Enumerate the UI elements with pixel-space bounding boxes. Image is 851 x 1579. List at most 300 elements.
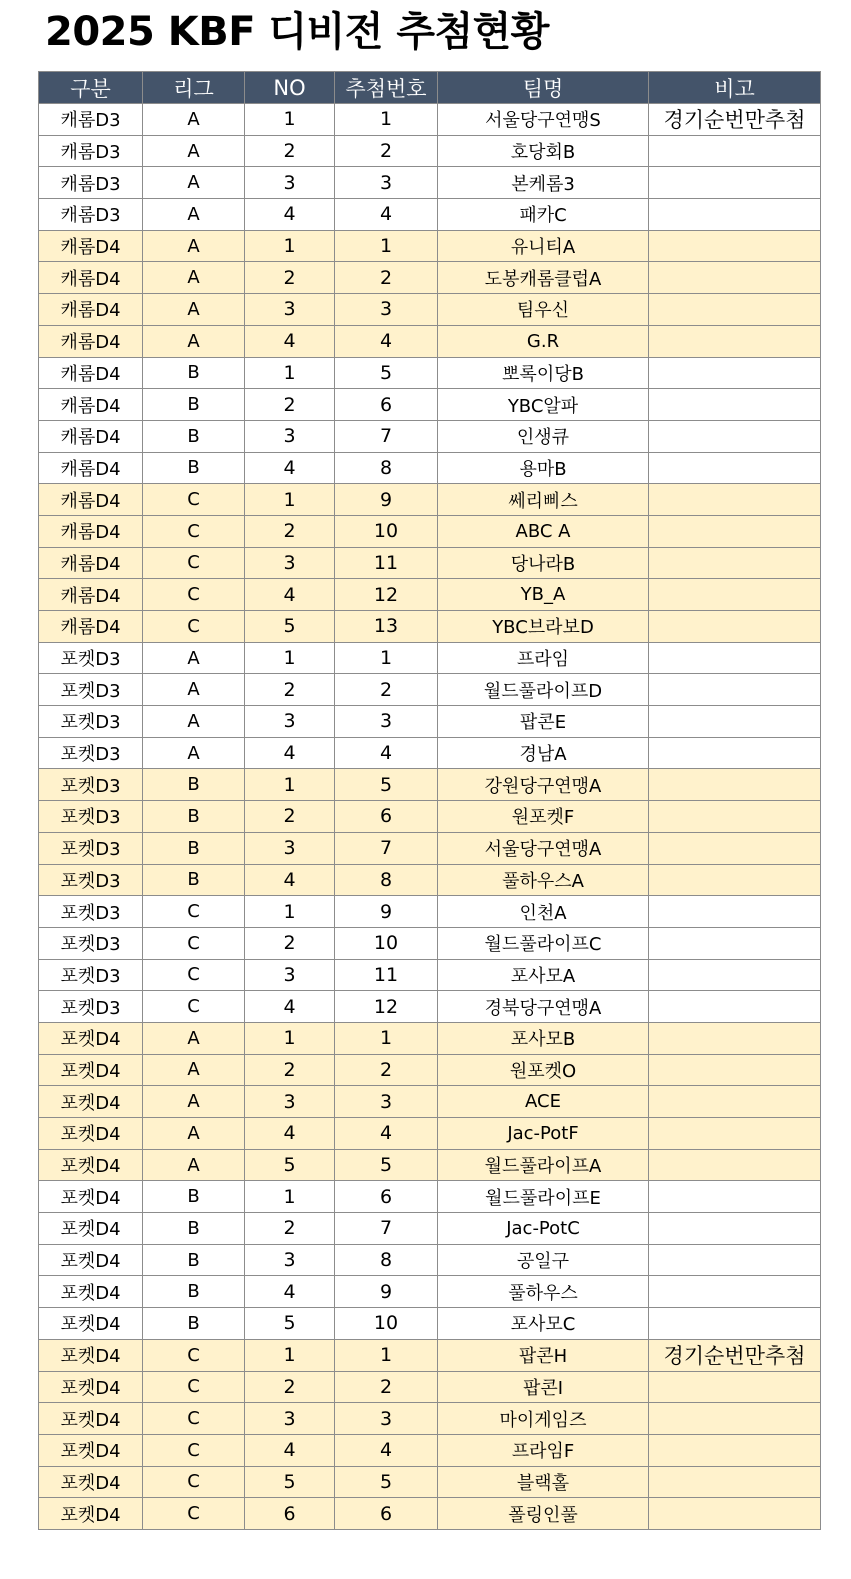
cell-division: 캐롬D4 [39, 579, 143, 611]
cell-league: B [143, 1244, 245, 1276]
table-row [39, 1308, 821, 1340]
cell-note [649, 1276, 821, 1308]
table-row [39, 1054, 821, 1086]
cell-draw-number: 3 [335, 294, 438, 326]
table-row [39, 991, 821, 1023]
cell-league: C [143, 1498, 245, 1530]
cell-team-name: 풀하우스 [438, 1276, 649, 1308]
table-row [39, 262, 821, 294]
table-row [39, 611, 821, 643]
cell-team-name: YB_A [438, 579, 649, 611]
cell-team-name: 경남A [438, 737, 649, 769]
table-row [39, 1498, 821, 1530]
cell-league: C [143, 484, 245, 516]
cell-no: 2 [245, 674, 335, 706]
cell-league: A [143, 294, 245, 326]
cell-team-name: 팝콘H [438, 1339, 649, 1371]
cell-note [649, 1118, 821, 1150]
cell-note [649, 325, 821, 357]
page-title: 2025 KBF 디비전 추첨현황 [45, 9, 549, 55]
table-row [39, 135, 821, 167]
cell-league: C [143, 1466, 245, 1498]
cell-note [649, 135, 821, 167]
cell-team-name: 유니티A [438, 230, 649, 262]
table-row [39, 1466, 821, 1498]
cell-no: 5 [245, 1466, 335, 1498]
cell-note [649, 1308, 821, 1340]
header-division: 구분 [39, 72, 143, 104]
cell-division: 포켓D4 [39, 1276, 143, 1308]
cell-note [649, 484, 821, 516]
table-row [39, 420, 821, 452]
cell-no: 4 [245, 737, 335, 769]
table-row [39, 832, 821, 864]
cell-draw-number: 5 [335, 769, 438, 801]
cell-note [649, 294, 821, 326]
cell-note [649, 611, 821, 643]
cell-note [649, 1403, 821, 1435]
cell-team-name: ABC A [438, 515, 649, 547]
cell-draw-number: 4 [335, 1118, 438, 1150]
cell-draw-number: 5 [335, 357, 438, 389]
cell-team-name: 서울당구연맹A [438, 832, 649, 864]
cell-no: 5 [245, 611, 335, 643]
cell-no: 1 [245, 769, 335, 801]
cell-draw-number: 9 [335, 1276, 438, 1308]
cell-draw-number: 2 [335, 674, 438, 706]
cell-league: C [143, 611, 245, 643]
cell-draw-number: 10 [335, 927, 438, 959]
cell-division: 포켓D3 [39, 769, 143, 801]
cell-note [649, 357, 821, 389]
cell-draw-number: 6 [335, 389, 438, 421]
cell-team-name: ACE [438, 1086, 649, 1118]
cell-team-name: 당나라B [438, 547, 649, 579]
cell-draw-number: 4 [335, 325, 438, 357]
cell-draw-number: 4 [335, 737, 438, 769]
header-team-name: 팀명 [438, 72, 649, 104]
cell-draw-number: 5 [335, 1466, 438, 1498]
cell-no: 3 [245, 1244, 335, 1276]
cell-league: C [143, 959, 245, 991]
cell-no: 3 [245, 832, 335, 864]
table-row [39, 1403, 821, 1435]
cell-division: 포켓D3 [39, 991, 143, 1023]
cell-draw-number: 13 [335, 611, 438, 643]
cell-team-name: YBC브라보D [438, 611, 649, 643]
cell-no: 2 [245, 515, 335, 547]
table-row [39, 1276, 821, 1308]
cell-no: 1 [245, 642, 335, 674]
cell-team-name: 쎄리삐스 [438, 484, 649, 516]
cell-team-name: 서울당구연맹S [438, 104, 649, 136]
cell-team-name: 포사모B [438, 1022, 649, 1054]
cell-draw-number: 11 [335, 547, 438, 579]
cell-division: 포켓D4 [39, 1213, 143, 1245]
cell-team-name: 팝콘E [438, 706, 649, 738]
cell-league: B [143, 801, 245, 833]
cell-division: 포켓D3 [39, 674, 143, 706]
cell-note [649, 1244, 821, 1276]
cell-league: B [143, 357, 245, 389]
cell-league: C [143, 896, 245, 928]
table-row [39, 896, 821, 928]
cell-division: 포켓D3 [39, 927, 143, 959]
cell-note [649, 515, 821, 547]
cell-note [649, 1181, 821, 1213]
cell-team-name: 용마B [438, 452, 649, 484]
table-body [39, 104, 821, 1530]
cell-draw-number: 10 [335, 515, 438, 547]
cell-division: 캐롬D4 [39, 262, 143, 294]
cell-team-name: 월드풀라이프C [438, 927, 649, 959]
cell-no: 1 [245, 230, 335, 262]
cell-note [649, 547, 821, 579]
cell-note [649, 579, 821, 611]
cell-division: 포켓D3 [39, 864, 143, 896]
cell-no: 2 [245, 801, 335, 833]
table-row [39, 167, 821, 199]
cell-no: 3 [245, 294, 335, 326]
cell-team-name: 마이게임즈 [438, 1403, 649, 1435]
cell-note [649, 452, 821, 484]
cell-league: A [143, 325, 245, 357]
cell-division: 포켓D3 [39, 832, 143, 864]
table-row [39, 389, 821, 421]
cell-note: 경기순번만추첨 [649, 1339, 821, 1371]
cell-league: B [143, 452, 245, 484]
cell-note [649, 1371, 821, 1403]
cell-note [649, 420, 821, 452]
cell-note [649, 991, 821, 1023]
cell-draw-number: 1 [335, 104, 438, 136]
cell-division: 캐롬D3 [39, 135, 143, 167]
cell-division: 캐롬D4 [39, 452, 143, 484]
cell-note [649, 959, 821, 991]
cell-no: 1 [245, 1022, 335, 1054]
cell-division: 포켓D3 [39, 801, 143, 833]
cell-no: 4 [245, 579, 335, 611]
cell-note [649, 864, 821, 896]
cell-league: A [143, 1054, 245, 1086]
cell-note [649, 1054, 821, 1086]
cell-note [649, 1466, 821, 1498]
cell-division: 포켓D4 [39, 1054, 143, 1086]
cell-league: A [143, 706, 245, 738]
cell-league: C [143, 1339, 245, 1371]
table-row [39, 642, 821, 674]
table-row [39, 1371, 821, 1403]
cell-division: 포켓D4 [39, 1149, 143, 1181]
cell-team-name: 공일구 [438, 1244, 649, 1276]
table-row [39, 1213, 821, 1245]
table-row [39, 104, 821, 136]
cell-team-name: 강원당구연맹A [438, 769, 649, 801]
cell-league: B [143, 1181, 245, 1213]
cell-division: 캐롬D4 [39, 389, 143, 421]
table-row [39, 325, 821, 357]
table-row [39, 515, 821, 547]
cell-league: C [143, 927, 245, 959]
cell-no: 4 [245, 325, 335, 357]
cell-league: A [143, 642, 245, 674]
cell-no: 1 [245, 484, 335, 516]
cell-division: 캐롬D4 [39, 294, 143, 326]
cell-no: 3 [245, 547, 335, 579]
table-row [39, 452, 821, 484]
cell-league: B [143, 420, 245, 452]
cell-league: B [143, 864, 245, 896]
cell-no: 4 [245, 452, 335, 484]
cell-no: 3 [245, 1086, 335, 1118]
cell-no: 2 [245, 1371, 335, 1403]
cell-division: 포켓D4 [39, 1118, 143, 1150]
cell-league: A [143, 104, 245, 136]
table-row [39, 864, 821, 896]
cell-draw-number: 11 [335, 959, 438, 991]
cell-team-name: 뽀록이당B [438, 357, 649, 389]
cell-division: 포켓D4 [39, 1339, 143, 1371]
table-row [39, 199, 821, 231]
cell-division: 포켓D3 [39, 706, 143, 738]
cell-league: A [143, 737, 245, 769]
cell-team-name: Jac-PotF [438, 1118, 649, 1150]
table-row [39, 1244, 821, 1276]
cell-note [649, 167, 821, 199]
cell-team-name: 월드풀라이프E [438, 1181, 649, 1213]
cell-draw-number: 4 [335, 1434, 438, 1466]
cell-draw-number: 2 [335, 135, 438, 167]
cell-draw-number: 12 [335, 991, 438, 1023]
header-draw-number: 추첨번호 [335, 72, 438, 104]
table-row [39, 1086, 821, 1118]
cell-no: 3 [245, 420, 335, 452]
cell-draw-number: 8 [335, 452, 438, 484]
cell-draw-number: 1 [335, 1339, 438, 1371]
cell-team-name: 원포켓F [438, 801, 649, 833]
cell-no: 4 [245, 1276, 335, 1308]
cell-draw-number: 3 [335, 706, 438, 738]
cell-division: 캐롬D4 [39, 515, 143, 547]
cell-no: 2 [245, 389, 335, 421]
cell-league: A [143, 1149, 245, 1181]
cell-note: 경기순번만추첨 [649, 104, 821, 136]
table-row [39, 1339, 821, 1371]
table-row [39, 737, 821, 769]
table-row [39, 579, 821, 611]
cell-team-name: 폴링인풀 [438, 1498, 649, 1530]
cell-division: 캐롬D3 [39, 167, 143, 199]
cell-team-name: 월드풀라이프A [438, 1149, 649, 1181]
cell-no: 2 [245, 135, 335, 167]
cell-no: 5 [245, 1149, 335, 1181]
cell-note [649, 230, 821, 262]
cell-division: 포켓D4 [39, 1086, 143, 1118]
header-no: NO [245, 72, 335, 104]
cell-team-name: 경북당구연맹A [438, 991, 649, 1023]
table-row [39, 1149, 821, 1181]
cell-no: 1 [245, 104, 335, 136]
table-row [39, 1118, 821, 1150]
cell-draw-number: 9 [335, 896, 438, 928]
cell-league: B [143, 769, 245, 801]
cell-note [649, 801, 821, 833]
cell-division: 포켓D4 [39, 1403, 143, 1435]
cell-note [649, 674, 821, 706]
cell-team-name: G.R [438, 325, 649, 357]
cell-team-name: YBC알파 [438, 389, 649, 421]
cell-team-name: 인생큐 [438, 420, 649, 452]
cell-draw-number: 6 [335, 1498, 438, 1530]
cell-league: C [143, 515, 245, 547]
cell-note [649, 1498, 821, 1530]
cell-league: A [143, 230, 245, 262]
cell-division: 포켓D4 [39, 1244, 143, 1276]
cell-note [649, 1149, 821, 1181]
cell-division: 포켓D3 [39, 737, 143, 769]
cell-league: B [143, 389, 245, 421]
cell-no: 1 [245, 1339, 335, 1371]
cell-league: B [143, 1213, 245, 1245]
header-row [39, 72, 821, 104]
cell-team-name: 인천A [438, 896, 649, 928]
cell-draw-number: 6 [335, 801, 438, 833]
cell-division: 캐롬D3 [39, 199, 143, 231]
cell-no: 4 [245, 864, 335, 896]
cell-league: A [143, 1022, 245, 1054]
table-row [39, 706, 821, 738]
cell-draw-number: 10 [335, 1308, 438, 1340]
cell-team-name: 포사모A [438, 959, 649, 991]
cell-note [649, 896, 821, 928]
cell-team-name: 풀하우스A [438, 864, 649, 896]
cell-division: 포켓D3 [39, 642, 143, 674]
cell-no: 1 [245, 896, 335, 928]
cell-division: 캐롬D4 [39, 230, 143, 262]
cell-draw-number: 2 [335, 1371, 438, 1403]
cell-league: A [143, 135, 245, 167]
cell-division: 포켓D3 [39, 896, 143, 928]
cell-draw-number: 3 [335, 1086, 438, 1118]
cell-team-name: 프라임F [438, 1434, 649, 1466]
cell-division: 포켓D3 [39, 959, 143, 991]
cell-draw-number: 6 [335, 1181, 438, 1213]
cell-league: A [143, 167, 245, 199]
cell-league: C [143, 579, 245, 611]
cell-no: 4 [245, 1434, 335, 1466]
table-row [39, 484, 821, 516]
table-row [39, 674, 821, 706]
cell-note [649, 769, 821, 801]
cell-draw-number: 8 [335, 1244, 438, 1276]
cell-league: A [143, 1118, 245, 1150]
cell-draw-number: 5 [335, 1149, 438, 1181]
cell-note [649, 832, 821, 864]
cell-no: 6 [245, 1498, 335, 1530]
cell-no: 2 [245, 1213, 335, 1245]
cell-draw-number: 1 [335, 230, 438, 262]
cell-division: 캐롬D4 [39, 325, 143, 357]
cell-division: 포켓D4 [39, 1434, 143, 1466]
cell-division: 캐롬D4 [39, 547, 143, 579]
cell-division: 캐롬D4 [39, 484, 143, 516]
cell-draw-number: 1 [335, 642, 438, 674]
cell-team-name: 팝콘I [438, 1371, 649, 1403]
cell-league: A [143, 674, 245, 706]
cell-no: 3 [245, 167, 335, 199]
cell-draw-number: 7 [335, 420, 438, 452]
cell-division: 캐롬D4 [39, 357, 143, 389]
cell-draw-number: 2 [335, 1054, 438, 1086]
cell-league: B [143, 1276, 245, 1308]
cell-division: 포켓D4 [39, 1308, 143, 1340]
cell-no: 4 [245, 1118, 335, 1150]
cell-no: 3 [245, 959, 335, 991]
cell-league: A [143, 1086, 245, 1118]
cell-draw-number: 1 [335, 1022, 438, 1054]
cell-league: C [143, 547, 245, 579]
cell-no: 5 [245, 1308, 335, 1340]
cell-note [649, 927, 821, 959]
cell-division: 캐롬D4 [39, 420, 143, 452]
cell-no: 4 [245, 199, 335, 231]
cell-team-name: 본케롬3 [438, 167, 649, 199]
cell-team-name: 블랙홀 [438, 1466, 649, 1498]
cell-draw-number: 2 [335, 262, 438, 294]
cell-note [649, 1213, 821, 1245]
cell-no: 1 [245, 357, 335, 389]
cell-league: B [143, 832, 245, 864]
table-row [39, 230, 821, 262]
cell-team-name: 패카C [438, 199, 649, 231]
cell-note [649, 1086, 821, 1118]
table-row [39, 927, 821, 959]
cell-division: 포켓D4 [39, 1022, 143, 1054]
cell-team-name: 도봉캐롬클럽A [438, 262, 649, 294]
cell-draw-number: 9 [335, 484, 438, 516]
cell-division: 포켓D4 [39, 1371, 143, 1403]
cell-note [649, 706, 821, 738]
cell-draw-number: 4 [335, 199, 438, 231]
cell-team-name: Jac-PotC [438, 1213, 649, 1245]
cell-team-name: 프라임 [438, 642, 649, 674]
table-row [39, 1181, 821, 1213]
cell-note [649, 199, 821, 231]
cell-no: 2 [245, 927, 335, 959]
table-row [39, 769, 821, 801]
cell-division: 포켓D4 [39, 1498, 143, 1530]
cell-team-name: 월드풀라이프D [438, 674, 649, 706]
cell-draw-number: 12 [335, 579, 438, 611]
cell-league: C [143, 1434, 245, 1466]
cell-note [649, 1022, 821, 1054]
cell-draw-number: 7 [335, 1213, 438, 1245]
cell-league: C [143, 991, 245, 1023]
cell-no: 3 [245, 706, 335, 738]
cell-note [649, 262, 821, 294]
cell-draw-number: 3 [335, 1403, 438, 1435]
table-row [39, 959, 821, 991]
cell-division: 캐롬D4 [39, 611, 143, 643]
cell-league: A [143, 262, 245, 294]
cell-draw-number: 8 [335, 864, 438, 896]
header-note: 비고 [649, 72, 821, 104]
table-row [39, 1022, 821, 1054]
table-row [39, 547, 821, 579]
cell-division: 포켓D4 [39, 1466, 143, 1498]
cell-league: A [143, 199, 245, 231]
draw-table [38, 71, 821, 1530]
